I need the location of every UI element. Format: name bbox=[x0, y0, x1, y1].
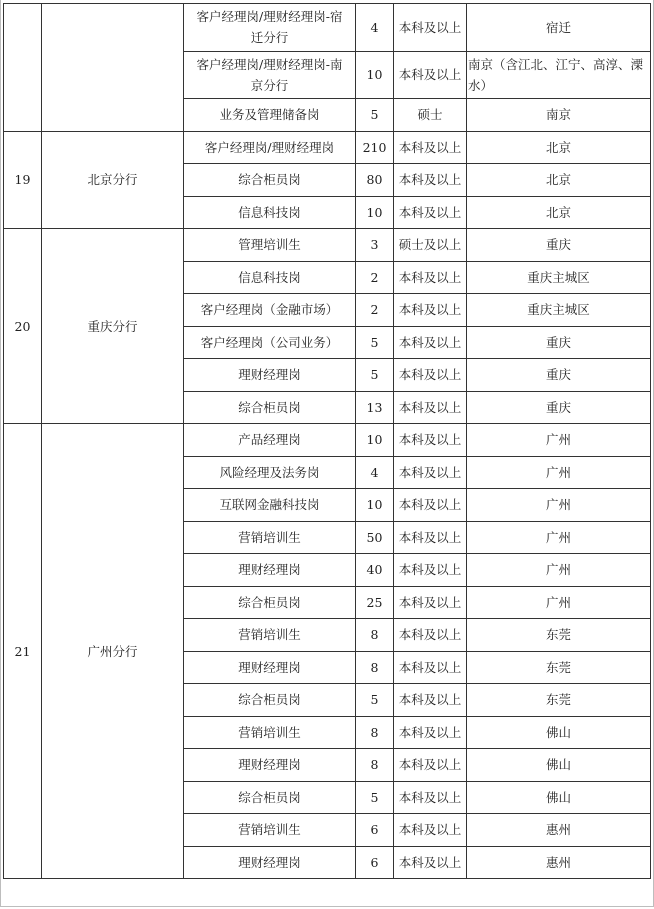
location-cell: 广州 bbox=[467, 554, 651, 587]
position-cell: 信息科技岗 bbox=[184, 261, 356, 294]
count-cell: 80 bbox=[356, 164, 394, 197]
position-cell: 信息科技岗 bbox=[184, 196, 356, 229]
education-cell: 本科及以上 bbox=[394, 781, 467, 814]
position-cell: 综合柜员岗 bbox=[184, 684, 356, 717]
education-cell: 本科及以上 bbox=[394, 391, 467, 424]
count-cell: 210 bbox=[356, 131, 394, 164]
education-cell: 本科及以上 bbox=[394, 424, 467, 457]
count-cell: 6 bbox=[356, 846, 394, 879]
count-cell: 6 bbox=[356, 814, 394, 847]
count-cell: 10 bbox=[356, 51, 394, 99]
location-cell: 重庆主城区 bbox=[467, 294, 651, 327]
position-cell: 综合柜员岗 bbox=[184, 164, 356, 197]
count-cell: 4 bbox=[356, 456, 394, 489]
location-cell: 广州 bbox=[467, 489, 651, 522]
row-number-cell: 19 bbox=[4, 131, 42, 229]
education-cell: 本科及以上 bbox=[394, 326, 467, 359]
education-cell: 本科及以上 bbox=[394, 716, 467, 749]
branch-cell: 广州分行 bbox=[42, 424, 184, 879]
branch-cell: 重庆分行 bbox=[42, 229, 184, 424]
position-cell: 产品经理岗 bbox=[184, 424, 356, 457]
count-cell: 10 bbox=[356, 196, 394, 229]
position-cell: 理财经理岗 bbox=[184, 651, 356, 684]
table-row bbox=[4, 131, 651, 164]
education-cell: 本科及以上 bbox=[394, 196, 467, 229]
count-cell: 5 bbox=[356, 326, 394, 359]
location-cell: 重庆 bbox=[467, 391, 651, 424]
count-cell: 5 bbox=[356, 781, 394, 814]
position-cell: 营销培训生 bbox=[184, 619, 356, 652]
table-row bbox=[4, 229, 651, 262]
table-row bbox=[4, 424, 651, 457]
position-cell: 营销培训生 bbox=[184, 521, 356, 554]
location-cell: 惠州 bbox=[467, 814, 651, 847]
education-cell: 本科及以上 bbox=[394, 131, 467, 164]
position-cell: 综合柜员岗 bbox=[184, 391, 356, 424]
location-cell: 北京 bbox=[467, 196, 651, 229]
position-cell: 综合柜员岗 bbox=[184, 586, 356, 619]
location-cell: 佛山 bbox=[467, 781, 651, 814]
position-cell: 营销培训生 bbox=[184, 716, 356, 749]
table-row bbox=[4, 4, 651, 52]
location-cell: 佛山 bbox=[467, 716, 651, 749]
position-cell: 客户经理岗（金融市场） bbox=[184, 294, 356, 327]
location-cell: 北京 bbox=[467, 131, 651, 164]
recruitment-table bbox=[3, 3, 651, 879]
location-cell: 广州 bbox=[467, 521, 651, 554]
location-cell: 广州 bbox=[467, 424, 651, 457]
location-cell: 重庆 bbox=[467, 359, 651, 392]
count-cell: 3 bbox=[356, 229, 394, 262]
education-cell: 本科及以上 bbox=[394, 456, 467, 489]
count-cell: 10 bbox=[356, 424, 394, 457]
count-cell: 40 bbox=[356, 554, 394, 587]
location-cell: 东莞 bbox=[467, 684, 651, 717]
row-number-cell: 21 bbox=[4, 424, 42, 879]
education-cell: 本科及以上 bbox=[394, 846, 467, 879]
count-cell: 5 bbox=[356, 359, 394, 392]
education-cell: 本科及以上 bbox=[394, 164, 467, 197]
education-cell: 本科及以上 bbox=[394, 651, 467, 684]
location-cell: 重庆 bbox=[467, 229, 651, 262]
location-cell: 重庆 bbox=[467, 326, 651, 359]
row-number-cell bbox=[4, 4, 42, 132]
location-cell: 北京 bbox=[467, 164, 651, 197]
count-cell: 25 bbox=[356, 586, 394, 619]
education-cell: 硕士及以上 bbox=[394, 229, 467, 262]
education-cell: 本科及以上 bbox=[394, 359, 467, 392]
count-cell: 8 bbox=[356, 716, 394, 749]
branch-cell bbox=[42, 4, 184, 132]
education-cell: 本科及以上 bbox=[394, 814, 467, 847]
education-cell: 本科及以上 bbox=[394, 4, 467, 52]
education-cell: 本科及以上 bbox=[394, 294, 467, 327]
education-cell: 本科及以上 bbox=[394, 261, 467, 294]
count-cell: 50 bbox=[356, 521, 394, 554]
location-cell: 东莞 bbox=[467, 651, 651, 684]
location-cell: 佛山 bbox=[467, 749, 651, 782]
location-cell: 惠州 bbox=[467, 846, 651, 879]
count-cell: 8 bbox=[356, 749, 394, 782]
location-cell: 南京（含江北、江宁、高淳、溧水） bbox=[467, 51, 651, 99]
location-cell: 宿迁 bbox=[467, 4, 651, 52]
position-cell: 理财经理岗 bbox=[184, 554, 356, 587]
education-cell: 本科及以上 bbox=[394, 51, 467, 99]
position-cell: 客户经理岗/理财经理岗-宿迁分行 bbox=[184, 4, 356, 52]
position-cell: 风险经理及法务岗 bbox=[184, 456, 356, 489]
count-cell: 4 bbox=[356, 4, 394, 52]
position-cell: 管理培训生 bbox=[184, 229, 356, 262]
count-cell: 5 bbox=[356, 684, 394, 717]
location-cell: 重庆主城区 bbox=[467, 261, 651, 294]
count-cell: 10 bbox=[356, 489, 394, 522]
count-cell: 2 bbox=[356, 294, 394, 327]
education-cell: 硕士 bbox=[394, 99, 467, 132]
position-cell: 营销培训生 bbox=[184, 814, 356, 847]
education-cell: 本科及以上 bbox=[394, 489, 467, 522]
row-number-cell: 20 bbox=[4, 229, 42, 424]
position-cell: 客户经理岗/理财经理岗-南京分行 bbox=[184, 51, 356, 99]
count-cell: 5 bbox=[356, 99, 394, 132]
count-cell: 8 bbox=[356, 619, 394, 652]
position-cell: 客户经理岗（公司业务） bbox=[184, 326, 356, 359]
position-cell: 互联网金融科技岗 bbox=[184, 489, 356, 522]
position-cell: 理财经理岗 bbox=[184, 846, 356, 879]
location-cell: 东莞 bbox=[467, 619, 651, 652]
education-cell: 本科及以上 bbox=[394, 749, 467, 782]
location-cell: 广州 bbox=[467, 456, 651, 489]
position-cell: 业务及管理储备岗 bbox=[184, 99, 356, 132]
count-cell: 2 bbox=[356, 261, 394, 294]
education-cell: 本科及以上 bbox=[394, 619, 467, 652]
position-cell: 客户经理岗/理财经理岗 bbox=[184, 131, 356, 164]
location-cell: 广州 bbox=[467, 586, 651, 619]
education-cell: 本科及以上 bbox=[394, 586, 467, 619]
position-cell: 理财经理岗 bbox=[184, 359, 356, 392]
education-cell: 本科及以上 bbox=[394, 521, 467, 554]
education-cell: 本科及以上 bbox=[394, 554, 467, 587]
position-cell: 综合柜员岗 bbox=[184, 781, 356, 814]
position-cell: 理财经理岗 bbox=[184, 749, 356, 782]
education-cell: 本科及以上 bbox=[394, 684, 467, 717]
count-cell: 13 bbox=[356, 391, 394, 424]
location-cell: 南京 bbox=[467, 99, 651, 132]
count-cell: 8 bbox=[356, 651, 394, 684]
branch-cell: 北京分行 bbox=[42, 131, 184, 229]
